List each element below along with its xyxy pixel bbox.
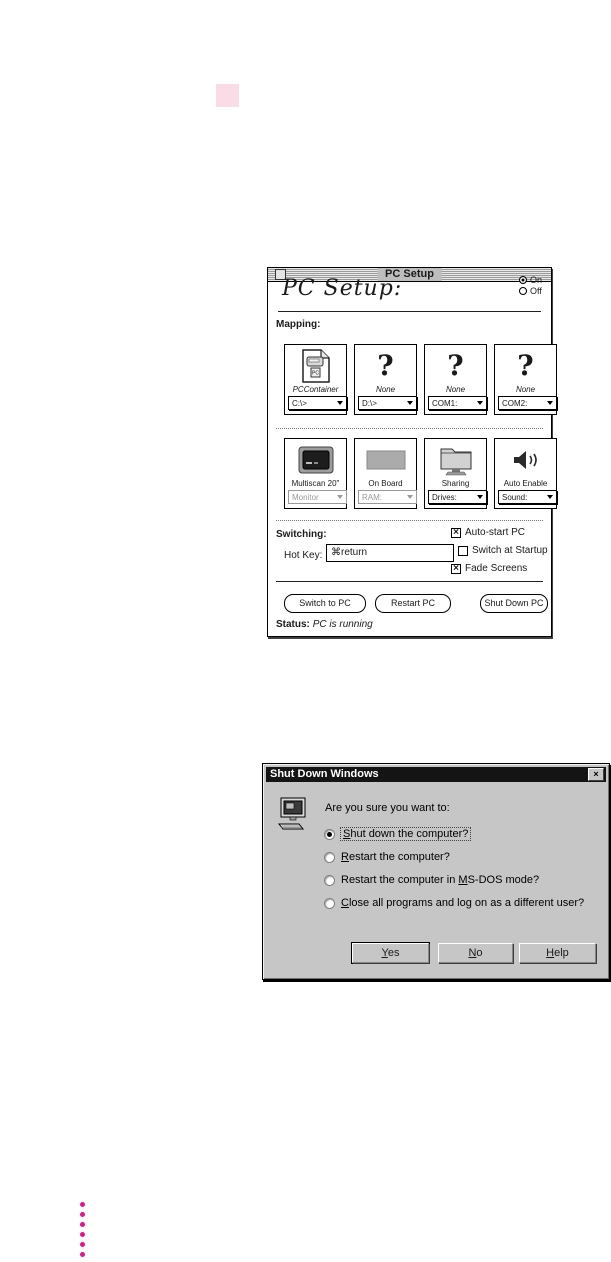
- no-button[interactable]: No: [438, 943, 513, 963]
- mapping-slot-monitor: [284, 438, 347, 509]
- option-label: Shut down the computer?: [343, 828, 469, 840]
- radio-on-icon[interactable]: [519, 276, 527, 284]
- power-off-option[interactable]: [519, 285, 542, 296]
- switching-section-label: Switching:: [276, 529, 327, 540]
- window-title: PC Setup: [377, 268, 442, 281]
- ram-popup: [358, 490, 417, 504]
- slot-label: Auto Enable: [503, 479, 548, 488]
- switch-at-startup-checkbox-row[interactable]: [458, 545, 548, 556]
- popup-value: COM1:: [432, 398, 458, 408]
- hotkey-label: Hot Key:: [284, 550, 323, 561]
- fade-screens-checkbox-row[interactable]: [451, 563, 527, 574]
- status-label: Status:: [276, 619, 310, 630]
- dropdown-arrow-icon: [547, 401, 553, 405]
- monitor-icon: [285, 442, 346, 478]
- radio-selected-icon[interactable]: [324, 829, 335, 840]
- monitor-popup: [288, 490, 347, 504]
- mapping-slot-drive-d: [354, 344, 417, 415]
- dropdown-arrow-icon: [337, 401, 343, 405]
- slot-label: On Board: [368, 479, 403, 488]
- mapping-slot-ram: [354, 438, 417, 509]
- popup-value: Sound:: [502, 492, 528, 502]
- shut-down-pc-button[interactable]: Shut Down PC: [480, 594, 548, 613]
- slot-label: PCContainer: [292, 385, 339, 394]
- drive-c-popup[interactable]: [288, 396, 347, 410]
- checkbox-label: Switch at Startup: [472, 545, 548, 556]
- com2-popup[interactable]: [498, 396, 557, 410]
- pink-dot: [80, 1232, 85, 1237]
- question-mark-icon: ?: [517, 349, 534, 382]
- restart-option-row[interactable]: [324, 850, 450, 864]
- popup-value: Drives:: [432, 492, 457, 502]
- shared-folder-icon: [425, 442, 486, 478]
- power-on-option[interactable]: [519, 274, 542, 285]
- popup-value: Monitor: [292, 492, 319, 502]
- dotted-separator: [276, 428, 543, 429]
- slot-label: None: [515, 385, 536, 394]
- pc-setup-heading: PC Setup:: [282, 276, 403, 301]
- heading-rule: [278, 311, 541, 312]
- pink-dot: [80, 1242, 85, 1247]
- mapping-slot-com2: [494, 344, 557, 415]
- mapping-slot-com1: [424, 344, 487, 415]
- dropdown-arrow-icon: [477, 495, 483, 499]
- com1-popup[interactable]: [428, 396, 487, 410]
- question-mark-icon: ?: [377, 349, 394, 382]
- checkbox-label: Auto-start PC: [465, 527, 526, 538]
- status-value: PC is running: [312, 619, 373, 630]
- power-off-label: Off: [529, 285, 542, 296]
- switch-to-pc-button[interactable]: Switch to PC: [284, 594, 366, 613]
- checkbox-label: Fade Screens: [465, 563, 528, 574]
- dropdown-arrow-icon: [477, 401, 483, 405]
- dialog-title: Shut Down Windows: [270, 768, 379, 780]
- popup-value: COM2:: [502, 398, 528, 408]
- pc-setup-window: [267, 267, 552, 637]
- pink-dot: [80, 1202, 85, 1207]
- shut-down-windows-dialog: [262, 763, 610, 980]
- slot-label: Sharing: [441, 479, 470, 488]
- popup-value: D:\>: [362, 398, 377, 408]
- drives-popup[interactable]: [428, 490, 487, 504]
- power-on-label: On: [529, 274, 542, 285]
- dialog-prompt: Are you sure you want to:: [325, 802, 450, 814]
- ram-icon: [355, 442, 416, 478]
- mapping-section-label: Mapping:: [276, 319, 321, 330]
- dropdown-arrow-icon: [407, 495, 413, 499]
- dotted-separator: [276, 520, 543, 521]
- autostart-checkbox-row[interactable]: [451, 527, 525, 538]
- popup-value: RAM:: [362, 492, 382, 502]
- restart-pc-button[interactable]: Restart PC: [375, 594, 451, 613]
- checkbox-checked-icon[interactable]: ×: [451, 528, 461, 538]
- option-label: Restart the computer?: [341, 851, 450, 863]
- svg-text:PC: PC: [311, 370, 319, 377]
- radio-off-icon[interactable]: [519, 287, 527, 295]
- shutdown-computer-icon: [277, 797, 309, 838]
- shutdown-dialog-titlebar[interactable]: [266, 767, 606, 782]
- section-rule: [276, 581, 543, 582]
- pc-container-icon: [285, 348, 346, 384]
- status-line: [276, 619, 373, 630]
- dropdown-arrow-icon: [407, 401, 413, 405]
- popup-value: C:\>: [292, 398, 307, 408]
- pink-dot: [80, 1222, 85, 1227]
- help-button[interactable]: Help: [519, 943, 596, 963]
- mapping-slot-drive-c: [284, 344, 347, 415]
- pink-dot: [80, 1252, 85, 1257]
- pink-dot: [80, 1212, 85, 1217]
- dropdown-arrow-icon: [337, 495, 343, 499]
- option-label: Close all programs and log on as a different user?: [341, 897, 585, 909]
- dropdown-arrow-icon: [547, 495, 553, 499]
- power-radio-group: [519, 274, 542, 296]
- radio-icon[interactable]: [324, 898, 335, 909]
- logoff-option-row[interactable]: [324, 896, 584, 910]
- close-icon[interactable]: ×: [588, 768, 604, 781]
- sound-popup[interactable]: [498, 490, 557, 504]
- radio-icon[interactable]: [324, 852, 335, 863]
- msdos-option-row[interactable]: [324, 873, 539, 887]
- shutdown-option-row[interactable]: [324, 827, 470, 841]
- mapping-slot-sound: [494, 438, 557, 509]
- slot-label: None: [375, 385, 396, 394]
- option-label: Restart the computer in MS-DOS mode?: [341, 874, 540, 886]
- checkbox-checked-icon[interactable]: ×: [451, 564, 461, 574]
- drive-d-popup[interactable]: [358, 396, 417, 410]
- checkbox-unchecked-icon[interactable]: [458, 546, 468, 556]
- hotkey-field[interactable]: ⌘return: [326, 544, 454, 562]
- page-dot-column: [80, 1202, 86, 1262]
- slot-label: Multiscan 20": [291, 479, 340, 488]
- mapping-slot-sharing: [424, 438, 487, 509]
- question-mark-icon: ?: [447, 349, 464, 382]
- radio-icon[interactable]: [324, 875, 335, 886]
- slot-label: None: [445, 385, 466, 394]
- yes-button[interactable]: Yes: [352, 943, 429, 963]
- speaker-icon: [495, 442, 556, 478]
- chapter-marker-square: [216, 84, 239, 107]
